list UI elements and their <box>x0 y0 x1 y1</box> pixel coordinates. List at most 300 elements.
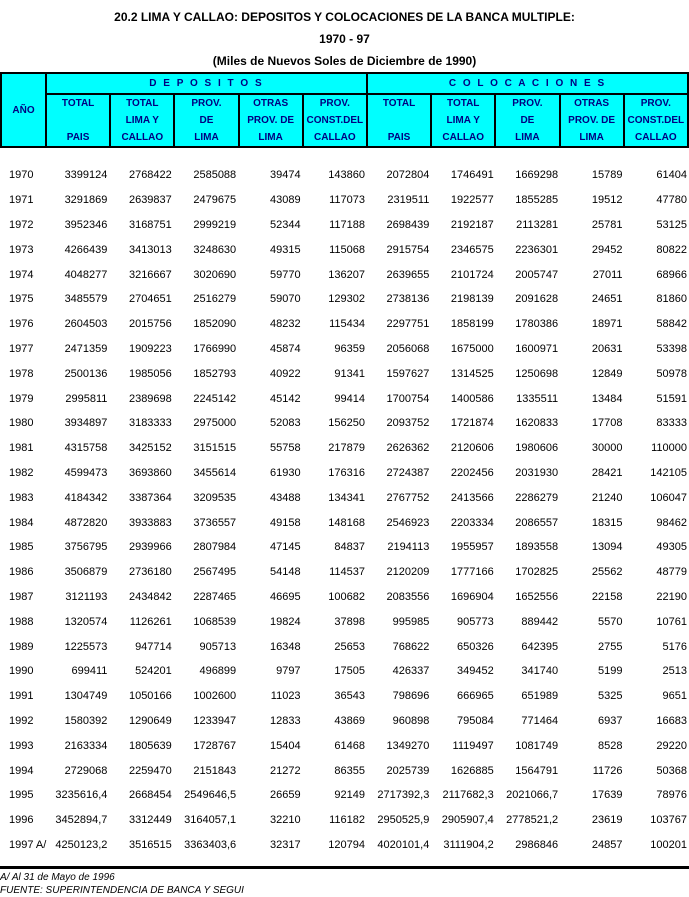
value-cell: 50368 <box>656 764 687 777</box>
value-cell: 47145 <box>269 541 301 554</box>
table-row <box>0 312 689 337</box>
value-cell: 48232 <box>269 318 301 331</box>
value-cell: 699411 <box>71 665 108 678</box>
year-cell: 1995 <box>9 789 34 802</box>
column-header-line: CALLAO <box>442 132 485 143</box>
column-header <box>431 94 495 147</box>
value-cell: 2738136 <box>386 293 430 306</box>
table-row <box>0 337 689 362</box>
value-cell: 15404 <box>269 739 301 752</box>
value-cell: 100682 <box>328 590 365 603</box>
column-header-line: LIMA <box>194 132 219 143</box>
value-cell: 114537 <box>329 566 365 579</box>
value-cell: 1320574 <box>64 615 108 628</box>
value-cell: 349452 <box>457 665 494 678</box>
column-header <box>624 94 688 147</box>
column-header-line: TOTAL <box>382 98 416 109</box>
value-cell: 110000 <box>651 442 687 455</box>
value-cell: 1746491 <box>450 169 494 182</box>
year-cell: 1983 <box>9 491 34 504</box>
title-block <box>0 0 689 72</box>
value-cell: 17639 <box>591 789 623 802</box>
value-cell: 32210 <box>269 814 301 827</box>
value-cell: 45874 <box>269 342 301 355</box>
value-cell: 3952346 <box>64 218 108 231</box>
table-row <box>0 833 689 858</box>
value-cell: 1852793 <box>193 367 237 380</box>
data-table <box>0 163 689 857</box>
year-cell: 1993 <box>9 739 34 752</box>
value-cell: 2513 <box>662 665 687 678</box>
value-cell: 1805639 <box>128 739 172 752</box>
value-cell: 3164057,1 <box>184 814 237 827</box>
column-header-line: CALLAO <box>314 132 356 143</box>
value-cell: 136207 <box>328 268 365 281</box>
value-cell: 142105 <box>650 466 687 479</box>
value-cell: 2639655 <box>386 268 430 281</box>
value-cell: 84837 <box>334 541 365 554</box>
value-cell: 9651 <box>662 690 687 703</box>
value-cell: 2101724 <box>450 268 494 281</box>
value-cell: 148168 <box>328 516 365 529</box>
value-cell: 3363403,6 <box>184 838 237 851</box>
year-cell: 1986 <box>9 566 34 579</box>
value-cell: 143860 <box>328 169 365 182</box>
value-cell: 2755 <box>598 640 623 653</box>
value-cell: 2021066,7 <box>506 789 559 802</box>
year-cell: 1977 <box>9 342 34 355</box>
table-row <box>0 361 689 386</box>
value-cell: 81860 <box>656 293 687 306</box>
value-cell: 11023 <box>270 690 301 703</box>
value-cell: 426337 <box>392 665 430 678</box>
value-cell: 2479675 <box>193 194 237 207</box>
value-cell: 2005747 <box>515 268 559 281</box>
value-cell: 217879 <box>328 442 365 455</box>
value-cell: 49315 <box>269 243 301 256</box>
title-units: (Miles de Nuevos Soles de Diciembre de 1990) <box>212 54 477 68</box>
value-cell: 2072804 <box>386 169 430 182</box>
value-cell: 45142 <box>269 392 301 405</box>
table-row <box>0 684 689 709</box>
value-cell: 39474 <box>269 169 301 182</box>
group-header-row <box>1 73 688 94</box>
value-cell: 1626885 <box>450 764 494 777</box>
value-cell: 49158 <box>269 516 301 529</box>
value-cell: 2297751 <box>386 318 430 331</box>
column-header-line: TOTAL <box>447 98 480 109</box>
value-cell: 106047 <box>650 491 687 504</box>
column-header-line: TOTAL <box>126 98 159 109</box>
value-cell: 2950525,9 <box>377 814 430 827</box>
year-cell: 1988 <box>9 615 34 628</box>
value-cell: 37898 <box>334 615 365 628</box>
value-cell: 2202456 <box>450 466 494 479</box>
value-cell: 26659 <box>269 789 301 802</box>
year-cell: 1980 <box>9 417 34 430</box>
column-header <box>495 94 559 147</box>
value-cell: 2471359 <box>64 342 108 355</box>
value-cell: 651989 <box>521 690 559 703</box>
value-cell: 3291869 <box>64 194 108 207</box>
year-cell: 1991 <box>9 690 34 703</box>
value-cell: 3452894,7 <box>55 814 108 827</box>
value-cell: 3312449 <box>128 814 172 827</box>
value-cell: 1780386 <box>515 318 559 331</box>
value-cell: 1766990 <box>193 342 237 355</box>
value-cell: 16683 <box>656 714 687 727</box>
value-cell: 960898 <box>392 714 430 727</box>
value-cell: 798696 <box>392 690 430 703</box>
year-cell: 1984 <box>9 516 34 529</box>
value-cell: 2346575 <box>450 243 494 256</box>
year-cell: 1985 <box>9 541 34 554</box>
value-cell: 2025739 <box>386 764 430 777</box>
value-cell: 116182 <box>329 814 365 827</box>
column-header-line: TOTAL <box>61 98 95 109</box>
value-cell: 22190 <box>656 590 687 603</box>
year-cell: 1974 <box>9 268 34 281</box>
value-cell: 3020690 <box>193 268 237 281</box>
value-cell: 2120606 <box>450 442 494 455</box>
value-cell: 3183333 <box>128 417 172 430</box>
value-cell: 795084 <box>457 714 494 727</box>
value-cell: 103767 <box>650 814 687 827</box>
column-header-line: CALLAO <box>635 132 677 143</box>
year-cell: 1972 <box>9 218 34 231</box>
value-cell: 29452 <box>591 243 623 256</box>
table-row <box>0 262 689 287</box>
value-cell: 13094 <box>591 541 623 554</box>
value-cell: 96359 <box>334 342 365 355</box>
value-cell: 1597627 <box>386 367 430 380</box>
value-cell: 176316 <box>328 466 365 479</box>
column-header <box>110 94 174 147</box>
value-cell: 129302 <box>328 293 365 306</box>
value-cell: 25562 <box>591 566 623 579</box>
table-row <box>0 783 689 808</box>
value-cell: 24651 <box>591 293 623 306</box>
value-cell: 2549646,5 <box>184 789 237 802</box>
table-row <box>0 386 689 411</box>
table-row <box>0 709 689 734</box>
table-row <box>0 213 689 238</box>
table-header <box>0 72 689 148</box>
value-cell: 666965 <box>457 690 494 703</box>
value-cell: 2093752 <box>386 417 430 430</box>
value-cell: 1233947 <box>193 714 237 727</box>
value-cell: 1081749 <box>515 739 559 752</box>
year-cell: 1970 <box>9 169 34 182</box>
year-cell: 1975 <box>9 293 34 306</box>
column-header <box>367 94 431 147</box>
column-header-line: LIMA <box>579 132 604 143</box>
value-cell: 1728767 <box>193 739 237 752</box>
value-cell: 2604503 <box>64 318 108 331</box>
value-cell: 27011 <box>592 268 623 281</box>
value-cell: 4020101,4 <box>377 838 430 851</box>
value-cell: 3151515 <box>193 442 237 455</box>
value-cell: 1068539 <box>193 615 237 628</box>
value-cell: 115434 <box>329 318 365 331</box>
value-cell: 3516515 <box>128 838 172 851</box>
value-cell: 117073 <box>329 194 365 207</box>
value-cell: 889442 <box>521 615 559 628</box>
table-row <box>0 560 689 585</box>
value-cell: 47780 <box>656 194 687 207</box>
value-cell: 2151843 <box>193 764 237 777</box>
table-row <box>0 634 689 659</box>
value-cell: 4250123,2 <box>55 838 108 851</box>
value-cell: 1580392 <box>64 714 108 727</box>
column-header-line: PROV. <box>319 98 350 109</box>
value-cell: 5325 <box>598 690 623 703</box>
value-cell: 78976 <box>656 789 687 802</box>
value-cell: 2975000 <box>193 417 237 430</box>
value-cell: 6937 <box>598 714 623 727</box>
value-cell: 496899 <box>199 665 237 678</box>
year-cell: 1978 <box>9 367 34 380</box>
value-cell: 59070 <box>269 293 301 306</box>
value-cell: 3413013 <box>128 243 172 256</box>
value-cell: 2915754 <box>386 243 430 256</box>
value-cell: 3485579 <box>64 293 108 306</box>
value-cell: 1290649 <box>128 714 172 727</box>
value-cell: 1335511 <box>516 392 559 405</box>
value-cell: 2259470 <box>128 764 172 777</box>
value-cell: 1675000 <box>450 342 494 355</box>
value-cell: 2546923 <box>386 516 430 529</box>
table-row <box>0 758 689 783</box>
footer <box>0 866 689 897</box>
value-cell: 3425152 <box>128 442 172 455</box>
value-cell: 2056068 <box>386 342 430 355</box>
value-cell: 30000 <box>591 442 623 455</box>
value-cell: 2015756 <box>128 318 172 331</box>
value-cell: 5176 <box>662 640 687 653</box>
value-cell: 9797 <box>276 665 301 678</box>
value-cell: 2905907,4 <box>441 814 494 827</box>
value-cell: 2236301 <box>515 243 559 256</box>
table-row <box>0 585 689 610</box>
table-row <box>0 535 689 560</box>
table-row <box>0 411 689 436</box>
value-cell: 51591 <box>656 392 687 405</box>
value-cell: 2729068 <box>64 764 108 777</box>
value-cell: 3111904,2 <box>443 838 494 851</box>
value-cell: 52083 <box>269 417 301 430</box>
value-cell: 2986846 <box>515 838 559 851</box>
value-cell: 18971 <box>591 318 623 331</box>
value-cell: 4266439 <box>64 243 108 256</box>
value-cell: 1304749 <box>64 690 108 703</box>
value-cell: 1225573 <box>64 640 108 653</box>
value-cell: 2778521,2 <box>506 814 559 827</box>
value-cell: 4872820 <box>64 516 108 529</box>
year-cell: 1997 A/ <box>9 838 47 851</box>
value-cell: 3506879 <box>64 566 108 579</box>
column-header-line: CONST.DEL <box>627 115 685 126</box>
value-cell: 156250 <box>328 417 365 430</box>
column-header <box>46 94 110 147</box>
value-cell: 1050166 <box>128 690 172 703</box>
value-cell: 2639837 <box>128 194 172 207</box>
value-cell: 80822 <box>656 243 687 256</box>
value-cell: 4048277 <box>64 268 108 281</box>
value-cell: 768622 <box>392 640 430 653</box>
value-cell: 1400586 <box>450 392 494 405</box>
table-row <box>0 287 689 312</box>
value-cell: 1922577 <box>450 194 494 207</box>
value-cell: 2768422 <box>128 169 172 182</box>
value-cell: 1777166 <box>450 566 494 579</box>
value-cell: 43089 <box>269 194 301 207</box>
column-header-line: LIMA Y <box>125 115 159 126</box>
value-cell: 54148 <box>269 566 301 579</box>
value-cell: 21240 <box>591 491 623 504</box>
value-cell: 1855285 <box>515 194 559 207</box>
value-cell: 53398 <box>656 342 687 355</box>
value-cell: 771464 <box>521 714 559 727</box>
value-cell: 2736180 <box>128 566 172 579</box>
value-cell: 99414 <box>334 392 365 405</box>
column-header-line: PROV. DE <box>247 115 295 126</box>
column-header-line: PROV. <box>191 98 222 109</box>
value-cell: 19512 <box>591 194 623 207</box>
value-cell: 98462 <box>656 516 687 529</box>
column-header <box>239 94 303 147</box>
column-header-line: PAIS <box>66 132 90 143</box>
value-cell: 1564791 <box>515 764 559 777</box>
value-cell: 86355 <box>334 764 365 777</box>
value-cell: 2717392,3 <box>377 789 430 802</box>
column-header-line: PAIS <box>387 132 411 143</box>
value-cell: 1980606 <box>515 442 559 455</box>
value-cell: 1349270 <box>386 739 430 752</box>
value-cell: 947714 <box>135 640 172 653</box>
value-cell: 2286279 <box>515 491 559 504</box>
value-cell: 1985056 <box>128 367 172 380</box>
value-cell: 29220 <box>656 739 687 752</box>
value-cell: 59770 <box>269 268 301 281</box>
value-cell: 3168751 <box>128 218 172 231</box>
value-cell: 4184342 <box>64 491 108 504</box>
year-cell: 1971 <box>9 194 34 207</box>
table-row <box>0 510 689 535</box>
value-cell: 32317 <box>269 838 301 851</box>
year-cell: 1990 <box>9 665 34 678</box>
data-rows <box>0 163 689 857</box>
table-row <box>0 733 689 758</box>
value-cell: 115068 <box>329 243 365 256</box>
value-cell: 2113281 <box>516 218 559 231</box>
value-cell: 19824 <box>269 615 301 628</box>
value-cell: 5199 <box>598 665 623 678</box>
year-cell: 1992 <box>9 714 34 727</box>
value-cell: 48779 <box>656 566 687 579</box>
table-row <box>0 461 689 486</box>
value-cell: 3209535 <box>193 491 237 504</box>
value-cell: 3399124 <box>64 169 108 182</box>
value-cell: 117188 <box>329 218 365 231</box>
value-cell: 8528 <box>598 739 623 752</box>
value-cell: 1669298 <box>515 169 559 182</box>
value-cell: 2767752 <box>386 491 430 504</box>
year-cell: 1989 <box>9 640 34 653</box>
value-cell: 61404 <box>656 169 687 182</box>
value-cell: 43869 <box>334 714 365 727</box>
value-cell: 12833 <box>269 714 301 727</box>
value-cell: 25781 <box>591 218 623 231</box>
value-cell: 1893558 <box>515 541 559 554</box>
value-cell: 1702825 <box>515 566 559 579</box>
value-cell: 3455614 <box>193 466 237 479</box>
value-cell: 524201 <box>135 665 172 678</box>
value-cell: 2995811 <box>65 392 108 405</box>
value-cell: 1314525 <box>450 367 494 380</box>
value-cell: 1002600 <box>193 690 237 703</box>
value-cell: 4315758 <box>64 442 108 455</box>
value-cell: 134341 <box>328 491 365 504</box>
value-cell: 21272 <box>269 764 301 777</box>
table-row <box>0 237 689 262</box>
value-cell: 3248630 <box>193 243 237 256</box>
value-cell: 5570 <box>598 615 623 628</box>
column-header-line: DE <box>199 115 214 126</box>
year-cell: 1982 <box>9 466 34 479</box>
column-header-line: PROV. DE <box>568 115 616 126</box>
value-cell: 995985 <box>392 615 430 628</box>
value-cell: 2083556 <box>386 590 430 603</box>
value-cell: 68966 <box>656 268 687 281</box>
value-cell: 2434842 <box>128 590 172 603</box>
value-cell: 11726 <box>592 764 623 777</box>
value-cell: 120794 <box>328 838 365 851</box>
value-cell: 22158 <box>591 590 623 603</box>
value-cell: 4599473 <box>64 466 108 479</box>
value-cell: 650326 <box>457 640 494 653</box>
value-cell: 15789 <box>591 169 623 182</box>
value-cell: 2319511 <box>387 194 430 207</box>
value-cell: 52344 <box>269 218 301 231</box>
value-cell: 49305 <box>656 541 687 554</box>
value-cell: 36543 <box>334 690 365 703</box>
column-header <box>174 94 238 147</box>
value-cell: 3216667 <box>128 268 172 281</box>
column-header-line: LIMA <box>515 132 540 143</box>
table-row <box>0 188 689 213</box>
column-header <box>303 94 367 147</box>
value-cell: 2704651 <box>128 293 172 306</box>
value-cell: 91341 <box>334 367 365 380</box>
value-cell: 2500136 <box>64 367 108 380</box>
value-cell: 2939966 <box>128 541 172 554</box>
group-header-depositos: D E P O S I T O S <box>46 73 367 94</box>
value-cell: 2086557 <box>515 516 559 529</box>
value-cell: 2585088 <box>193 169 237 182</box>
value-cell: 3387364 <box>128 491 172 504</box>
value-cell: 3736557 <box>193 516 237 529</box>
value-cell: 341740 <box>521 665 559 678</box>
value-cell: 2999219 <box>193 218 237 231</box>
column-header-line: OTRAS <box>253 98 289 109</box>
value-cell: 28421 <box>591 466 623 479</box>
value-cell: 2807984 <box>193 541 237 554</box>
value-cell: 2626362 <box>386 442 430 455</box>
value-cell: 2245142 <box>193 392 237 405</box>
value-cell: 1119497 <box>452 739 494 752</box>
value-cell: 16348 <box>269 640 301 653</box>
